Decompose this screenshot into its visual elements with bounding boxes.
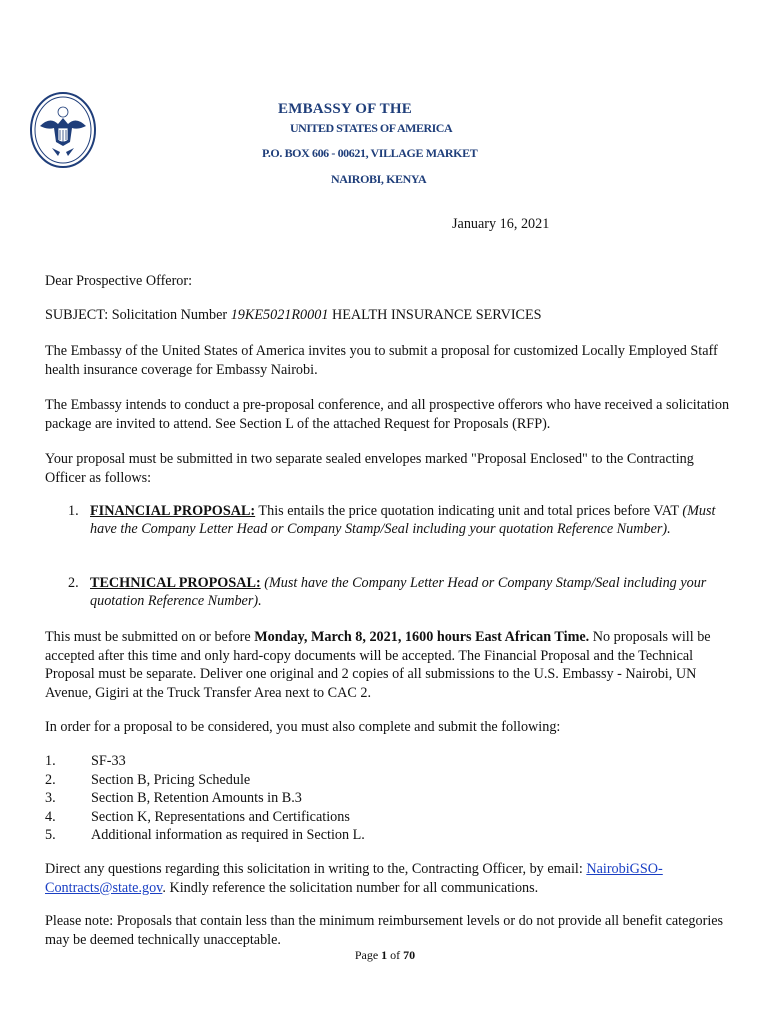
list-item-number: 5. (45, 827, 56, 843)
letterhead-city: NAIROBI, KENYA (331, 172, 427, 186)
page-label: Page (354, 948, 382, 962)
item-number: 1. (68, 503, 79, 519)
subject-line (45, 306, 735, 325)
financial-proposal-item (68, 502, 736, 538)
item-heading: TECHNICAL PROPOSAL: (90, 575, 261, 591)
list-item-text: Section K, Representations and Certifications (91, 808, 350, 825)
letter-date: January 16, 2021 (452, 216, 550, 232)
letterhead-address: P.O. BOX 606 - 00621, VILLAGE MARKET (262, 146, 478, 160)
item-italic-note: (Must have the Company Letter Head or Company Stamp/Seal including your quotation Reference Number). (90, 503, 716, 537)
page-footer (0, 948, 770, 963)
item-text: This entails the price quotation indicating unit and total prices before VAT (255, 503, 683, 519)
contact-email-link[interactable]: NairobiGSO-Contracts@state.gov (45, 861, 663, 896)
questions-post: . Kindly reference the solicitation number for all communications. (162, 879, 539, 896)
questions-pre: Direct any questions regarding this solicitation in writing to the, Contracting Officer, by email: (45, 861, 587, 877)
item-italic-note: (Must have the Company Letter Head or Company Stamp/Seal including your quotation Reference Number). (90, 575, 707, 609)
salutation: Dear Prospective Offeror: (45, 273, 193, 289)
note-paragraph: Please note: Proposals that contain less than the minimum reimbursement levels or do not provide all benefit categories may be deemed technically unacceptable. (45, 913, 724, 948)
letterhead-country: UNITED STATES OF AMERICA (290, 121, 453, 135)
list-item-text: Additional information as required in Section L. (91, 827, 365, 843)
deadline-post: No proposals will be accepted after this time and only hard-copy documents will be accepted. The Financial Proposal and the Technical Proposal must be separate. Deliver one original and 2 copies of all submissions to the U.S. Embassy - Nairobi, UN Avenue, Gigiri at the Truck Transfer Area next to CAC 2. (45, 629, 711, 701)
list-item-number: 2. (45, 771, 56, 788)
deadline-date: Monday, March 8, 2021, 1600 hours East African Time. (254, 629, 590, 645)
item-number: 2. (68, 575, 79, 591)
subject-prefix: SUBJECT: Solicitation Number (45, 307, 231, 323)
technical-proposal-item (68, 574, 736, 610)
list-item-number: 4. (45, 808, 56, 825)
page-total: 70 (403, 948, 416, 962)
letterhead-title: EMBASSY OF THE (278, 101, 412, 117)
list-item-number: 3. (45, 790, 56, 806)
questions-paragraph (45, 860, 735, 897)
list-item-text: SF-33 (91, 753, 126, 769)
submission-paragraph: Your proposal must be submitted in two separate sealed envelopes marked "Proposal Enclosed" to the Contracting Officer as follows: (45, 451, 694, 486)
intro-paragraph: The Embassy of the United States of America invites you to submit a proposal for customized Locally Employed Staff health insurance coverage for Embassy Nairobi. (45, 343, 718, 378)
us-great-seal-icon (30, 92, 96, 168)
item-heading: FINANCIAL PROPOSAL: (90, 503, 256, 519)
deadline-pre: This must be submitted on or before (45, 629, 255, 645)
solicitation-number: 19KE5021R0001 (230, 307, 329, 323)
subject-suffix: HEALTH INSURANCE SERVICES (328, 307, 542, 323)
requirements-intro: In order for a proposal to be considered, you must also complete and submit the following: (45, 719, 561, 735)
list-item-text: Section B, Retention Amounts in B.3 (91, 790, 302, 806)
list-item-text: Section B, Pricing Schedule (91, 771, 251, 788)
page-of: of (387, 948, 404, 962)
list-item-number: 1. (45, 753, 56, 769)
conference-paragraph: The Embassy intends to conduct a pre-proposal conference, and all prospective offerors who have received a solicitation package are invited to attend. See Section L of the attached Request for Proposals (RFP). (45, 397, 730, 432)
page-current: 1 (381, 948, 388, 962)
deadline-paragraph (45, 628, 735, 702)
